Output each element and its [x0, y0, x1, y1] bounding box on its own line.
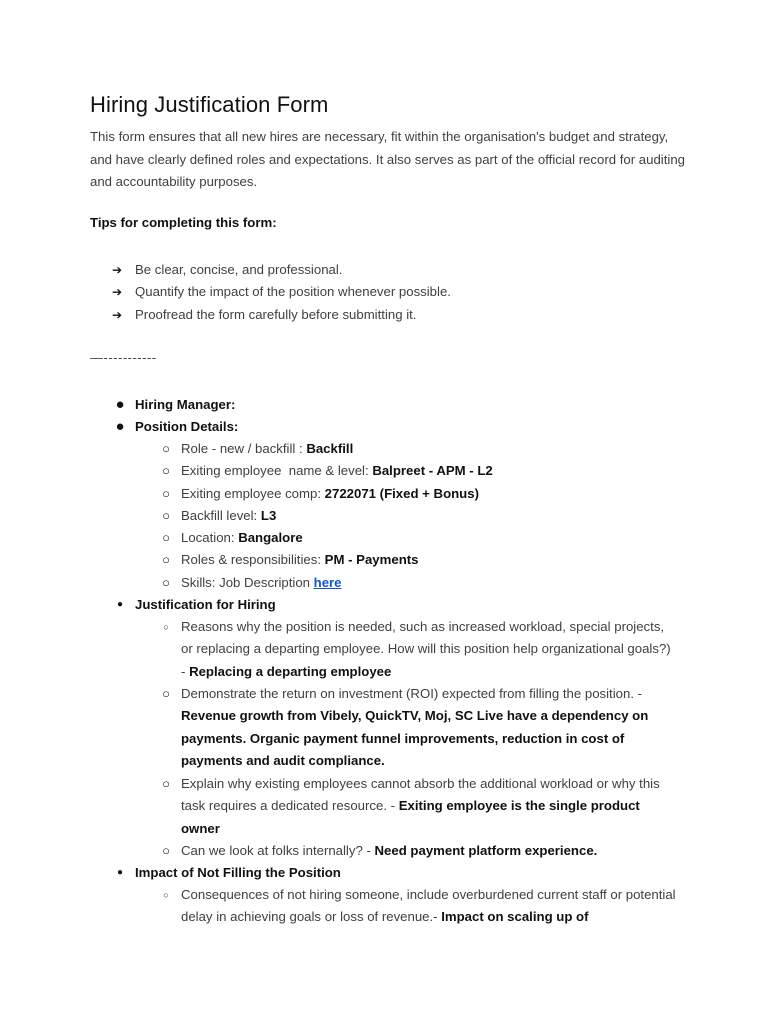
arrow-icon: ➔: [112, 307, 123, 322]
roles-item: [158, 549, 678, 571]
role-label: Role - new / backfill :: [181, 441, 307, 456]
bullet-circle-icon: ○: [162, 508, 170, 523]
page-title: Hiring Justification Form: [90, 92, 329, 117]
exiting-employee-value: Balpreet - APM - L2: [372, 463, 493, 478]
location-value: Bangalore: [238, 530, 303, 545]
position-details-item: [112, 416, 672, 438]
consequences-item: [158, 884, 678, 929]
bullet-disc-icon: ●: [116, 599, 124, 610]
consequences-label: Consequences of not hiring someone, include overburdened current staff or potential delay in achieving goals or loss of revenue.-: [181, 887, 676, 925]
bullet-circle-icon: ○: [162, 486, 170, 501]
reasons-value: Replacing a departing employee: [189, 663, 392, 679]
skills-label: Skills: Job Description: [181, 575, 314, 590]
hiring-manager-label: Hiring Manager:: [135, 397, 236, 412]
bullet-circle-icon: ○: [163, 890, 169, 900]
job-description-link[interactable]: here: [313, 575, 342, 590]
bullet-disc-icon: ●: [115, 396, 125, 413]
absorb-label: Explain why existing employees cannot absorb the additional workload or why this task requires a dedicated resource. -: [181, 776, 660, 814]
roi-label: Demonstrate the return on investment (ROI) expected from filling the position. -: [181, 686, 643, 701]
divider-line: —-----------: [90, 350, 157, 365]
bullet-disc-icon: ●: [115, 418, 125, 435]
bullet-circle-icon: ○: [162, 552, 170, 567]
skills-item: [158, 572, 678, 594]
bullet-circle-icon: ○: [162, 843, 170, 858]
tip-text: Proofread the form carefully before submitting it.: [135, 306, 417, 322]
impact-heading: Impact of Not Filling the Position: [135, 865, 341, 880]
impact-item: [112, 862, 672, 884]
bullet-circle-icon: ○: [162, 463, 170, 478]
roles-value: PM - Payments: [324, 552, 419, 567]
position-details-heading: Position Details:: [135, 419, 239, 434]
backfill-level-value: L3: [260, 508, 277, 523]
internal-value: Need payment platform experience.: [374, 843, 598, 858]
tip-text: Be clear, concise, and professional.: [135, 262, 343, 277]
location-item: [158, 527, 678, 549]
tip-item: [112, 304, 451, 326]
tips-heading: Tips for completing this form:: [90, 215, 277, 230]
tips-list: [112, 259, 451, 326]
exiting-employee-label: Exiting employee name & level:: [181, 463, 373, 478]
justification-item: [112, 594, 672, 616]
roi-item: [158, 683, 678, 772]
hiring-manager-item: [112, 394, 672, 416]
absorb-item: [158, 773, 678, 840]
roles-label: Roles & responsibilities:: [181, 552, 325, 567]
bullet-circle-icon: ○: [162, 686, 170, 701]
bullet-circle-icon: ○: [162, 776, 170, 791]
location-label: Location:: [181, 530, 239, 545]
tip-text: Quantify the impact of the position whenever possible.: [135, 284, 451, 300]
justification-heading: Justification for Hiring: [135, 597, 276, 612]
exiting-comp-item: [158, 483, 678, 505]
backfill-level-item: [158, 505, 678, 527]
intro-paragraph: This form ensures that all new hires are necessary, fit within the organisation's budget and strategy, and have clearly defined roles and expectations. It also serves as part of the official record for auditing and accountability purposes.: [90, 129, 686, 189]
tip-item: [112, 281, 451, 303]
reasons-item: [158, 616, 678, 683]
absorb-value: Exiting employee is the single product owner: [181, 798, 640, 836]
role-item: [158, 438, 678, 460]
bullet-circle-icon: ○: [163, 622, 169, 632]
role-value: Backfill: [306, 441, 354, 456]
internal-label: Can we look at folks internally? -: [181, 843, 375, 858]
exiting-employee-item: [158, 460, 678, 482]
roi-value: Revenue growth from Vibely, QuickTV, Moj, SC Live have a dependency on payments. Organic payment funnel improvements, reduction in cost of payments and audit compliance.: [181, 708, 649, 768]
exiting-comp-value: 2722071 (Fixed + Bonus): [324, 486, 479, 501]
tip-item: [112, 259, 451, 281]
arrow-icon: ➔: [112, 285, 123, 300]
bullet-disc-icon: ●: [116, 867, 124, 878]
bullet-circle-icon: ○: [162, 575, 170, 590]
bullet-circle-icon: ○: [162, 530, 170, 545]
consequences-value: Impact on scaling up of: [441, 909, 589, 925]
internal-item: [158, 840, 678, 862]
backfill-level-label: Backfill level:: [181, 508, 261, 523]
reasons-label: Reasons why the position is needed, such as increased workload, special projects, or replacing a departing employee. How will this position help organizational goals?) -: [181, 619, 671, 679]
bullet-circle-icon: ○: [162, 441, 170, 456]
arrow-icon: ➔: [112, 263, 123, 277]
exiting-comp-label: Exiting employee comp:: [181, 486, 325, 501]
